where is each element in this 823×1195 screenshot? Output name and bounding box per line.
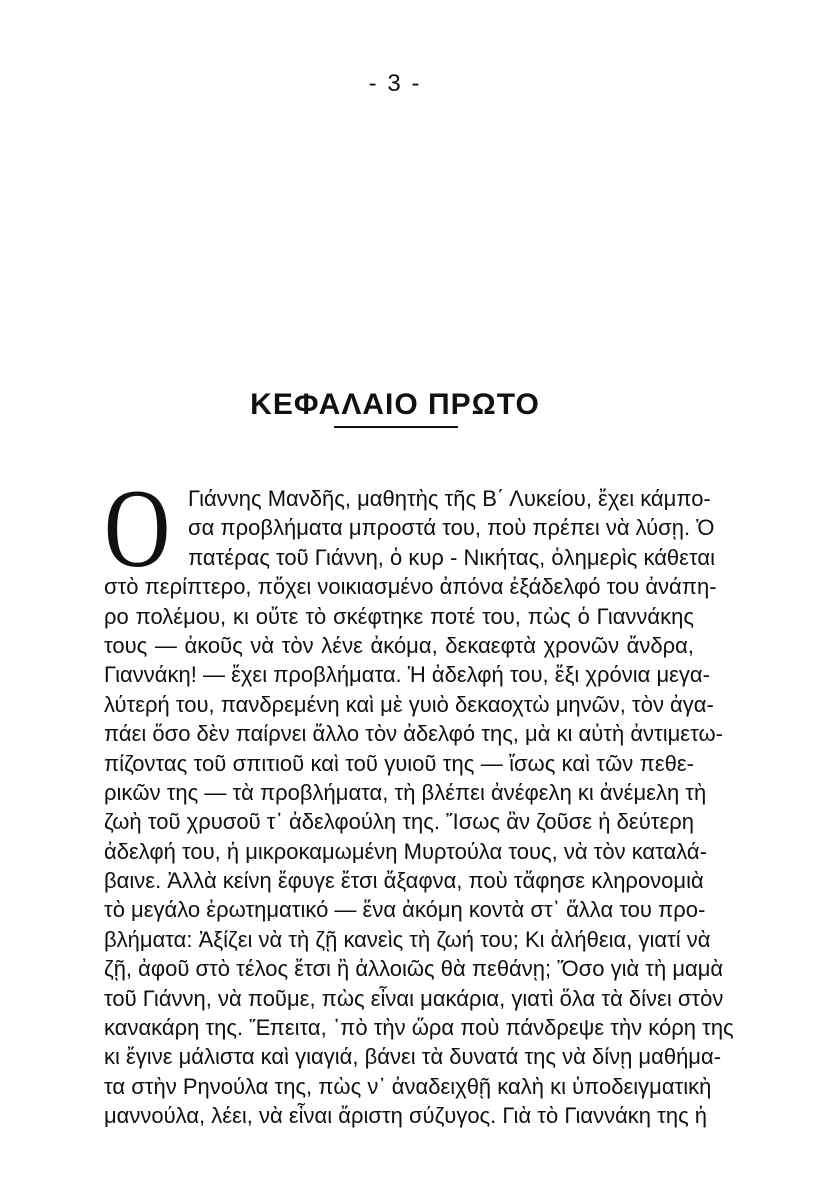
- text-line: βλήματα: Ἀξίζει νὰ τὴ ζῇ κανεὶς τὴ ζωή του; Κι ἀλήθεια, γιατί νὰ: [104, 926, 711, 952]
- text-line: πίζοντας τοῦ σπιτιοῦ καὶ τοῦ γυιοῦ της — ἴσως καὶ τῶν πεθε-: [104, 750, 694, 776]
- text-line: κανακάρη της. Ἔπειτα, ᾽πὸ τὴν ὥρα ποὺ πάνδρεψε τὴν κόρη της: [104, 1015, 734, 1041]
- text-line: ἀδελφή του, ἡ μικροκαμωμένη Μυρτούλα τους, νὰ τὸν καταλά-: [104, 838, 707, 864]
- title-underline: [334, 426, 458, 428]
- text-line: τὸ μεγάλο ἐρωτηματικό — ἕνα ἀκόμη κοντὰ στ᾽ ἄλλα του προ-: [104, 897, 706, 923]
- text-line: Γιάννης Μανδῆς, μαθητὴς τῆς Β΄ Λυκείου, ἔχει κάμπο-: [188, 486, 711, 511]
- text-line: τα στὴν Ρηνούλα της, πὼς ν᾽ ἀναδειχθῇ καλὴ κι ὑποδειγματικὴ: [104, 1073, 712, 1099]
- body-text: [104, 467, 734, 1131]
- text-line: μαννούλα, λέει, νὰ εἶναι ἄριστη σύζυγος. Γιὰ τὸ Γιαννάκη της ἡ: [104, 1103, 708, 1129]
- text-line: τους — ἀκοῦς νὰ τὸν λένε ἀκόμα, δεκαεφτὰ χρονῶν ἄνδρα,: [104, 632, 694, 658]
- page-number: - 3 -: [368, 70, 422, 97]
- text-line: ρο πολέμου, κι οὔτε τὸ σκέφτηκε ποτέ του, πὼς ὁ Γιαννάκης: [104, 603, 694, 629]
- text-line: ζωὴ τοῦ χρυσοῦ τ᾽ ἀδελφούλη της. Ἴσως ἂν ζοῦσε ἡ δεύτερη: [104, 809, 694, 835]
- text-line: πάει ὅσο δὲν παίρνει ἄλλο τὸν ἀδελφό της, μὰ κι αὐτὴ ἀντιμετω-: [104, 721, 723, 747]
- text-line: ζῇ, ἀφοῦ στὸ τέλος ἔτσι ἢ ἀλλοιῶς θὰ πεθάνῃ; Ὅσο γιὰ τὴ μαμὰ: [104, 956, 724, 982]
- drop-cap: Ο: [104, 467, 171, 591]
- text-line: ρικῶν της — τὰ προβλήματα, τὴ βλέπει ἀνέφελη κι ἀνέμελη τὴ: [104, 779, 707, 805]
- text-line: τοῦ Γιάννη, νὰ ποῦμε, πὼς εἶναι μακάρια, γιατὶ ὅλα τὰ δίνει στὸν: [104, 985, 724, 1011]
- text-line: στὸ περίπτερο, πὄχει νοικιασμένο ἀπόνα ἐξάδελφό του ἀνάπη-: [104, 574, 717, 600]
- text-line: βαινε. Ἀλλὰ κείνη ἔφυγε ἔτσι ἄξαφνα, ποὺ τἄφησε κληρονομιὰ: [104, 868, 704, 894]
- text-line: Γιαννάκη! — ἔχει προβλήματα. Ἡ ἀδελφή του, ἔξι χρόνια μεγα-: [104, 662, 710, 688]
- chapter-title: ΚΕΦΑΛΑΙΟ ΠΡΩΤΟ: [250, 388, 540, 421]
- text-line: λύτερή του, πανδρεμένη καὶ μὲ γυιὸ δεκαοχτὼ μηνῶν, τὸν ἀγα-: [104, 691, 714, 717]
- text-line: πατέρας τοῦ Γιάννη, ὁ κυρ - Νικήτας, ὁλημερὶς κάθεται: [188, 544, 715, 570]
- text-line: κι ἔγινε μάλιστα καὶ γιαγιά, βάνει τὰ δυνατά της νὰ δίνῃ μαθήμα-: [104, 1044, 722, 1070]
- text-line: σα προβλήματα μπροστά του, ποὺ πρέπει νὰ λύσῃ. Ὁ: [188, 515, 715, 541]
